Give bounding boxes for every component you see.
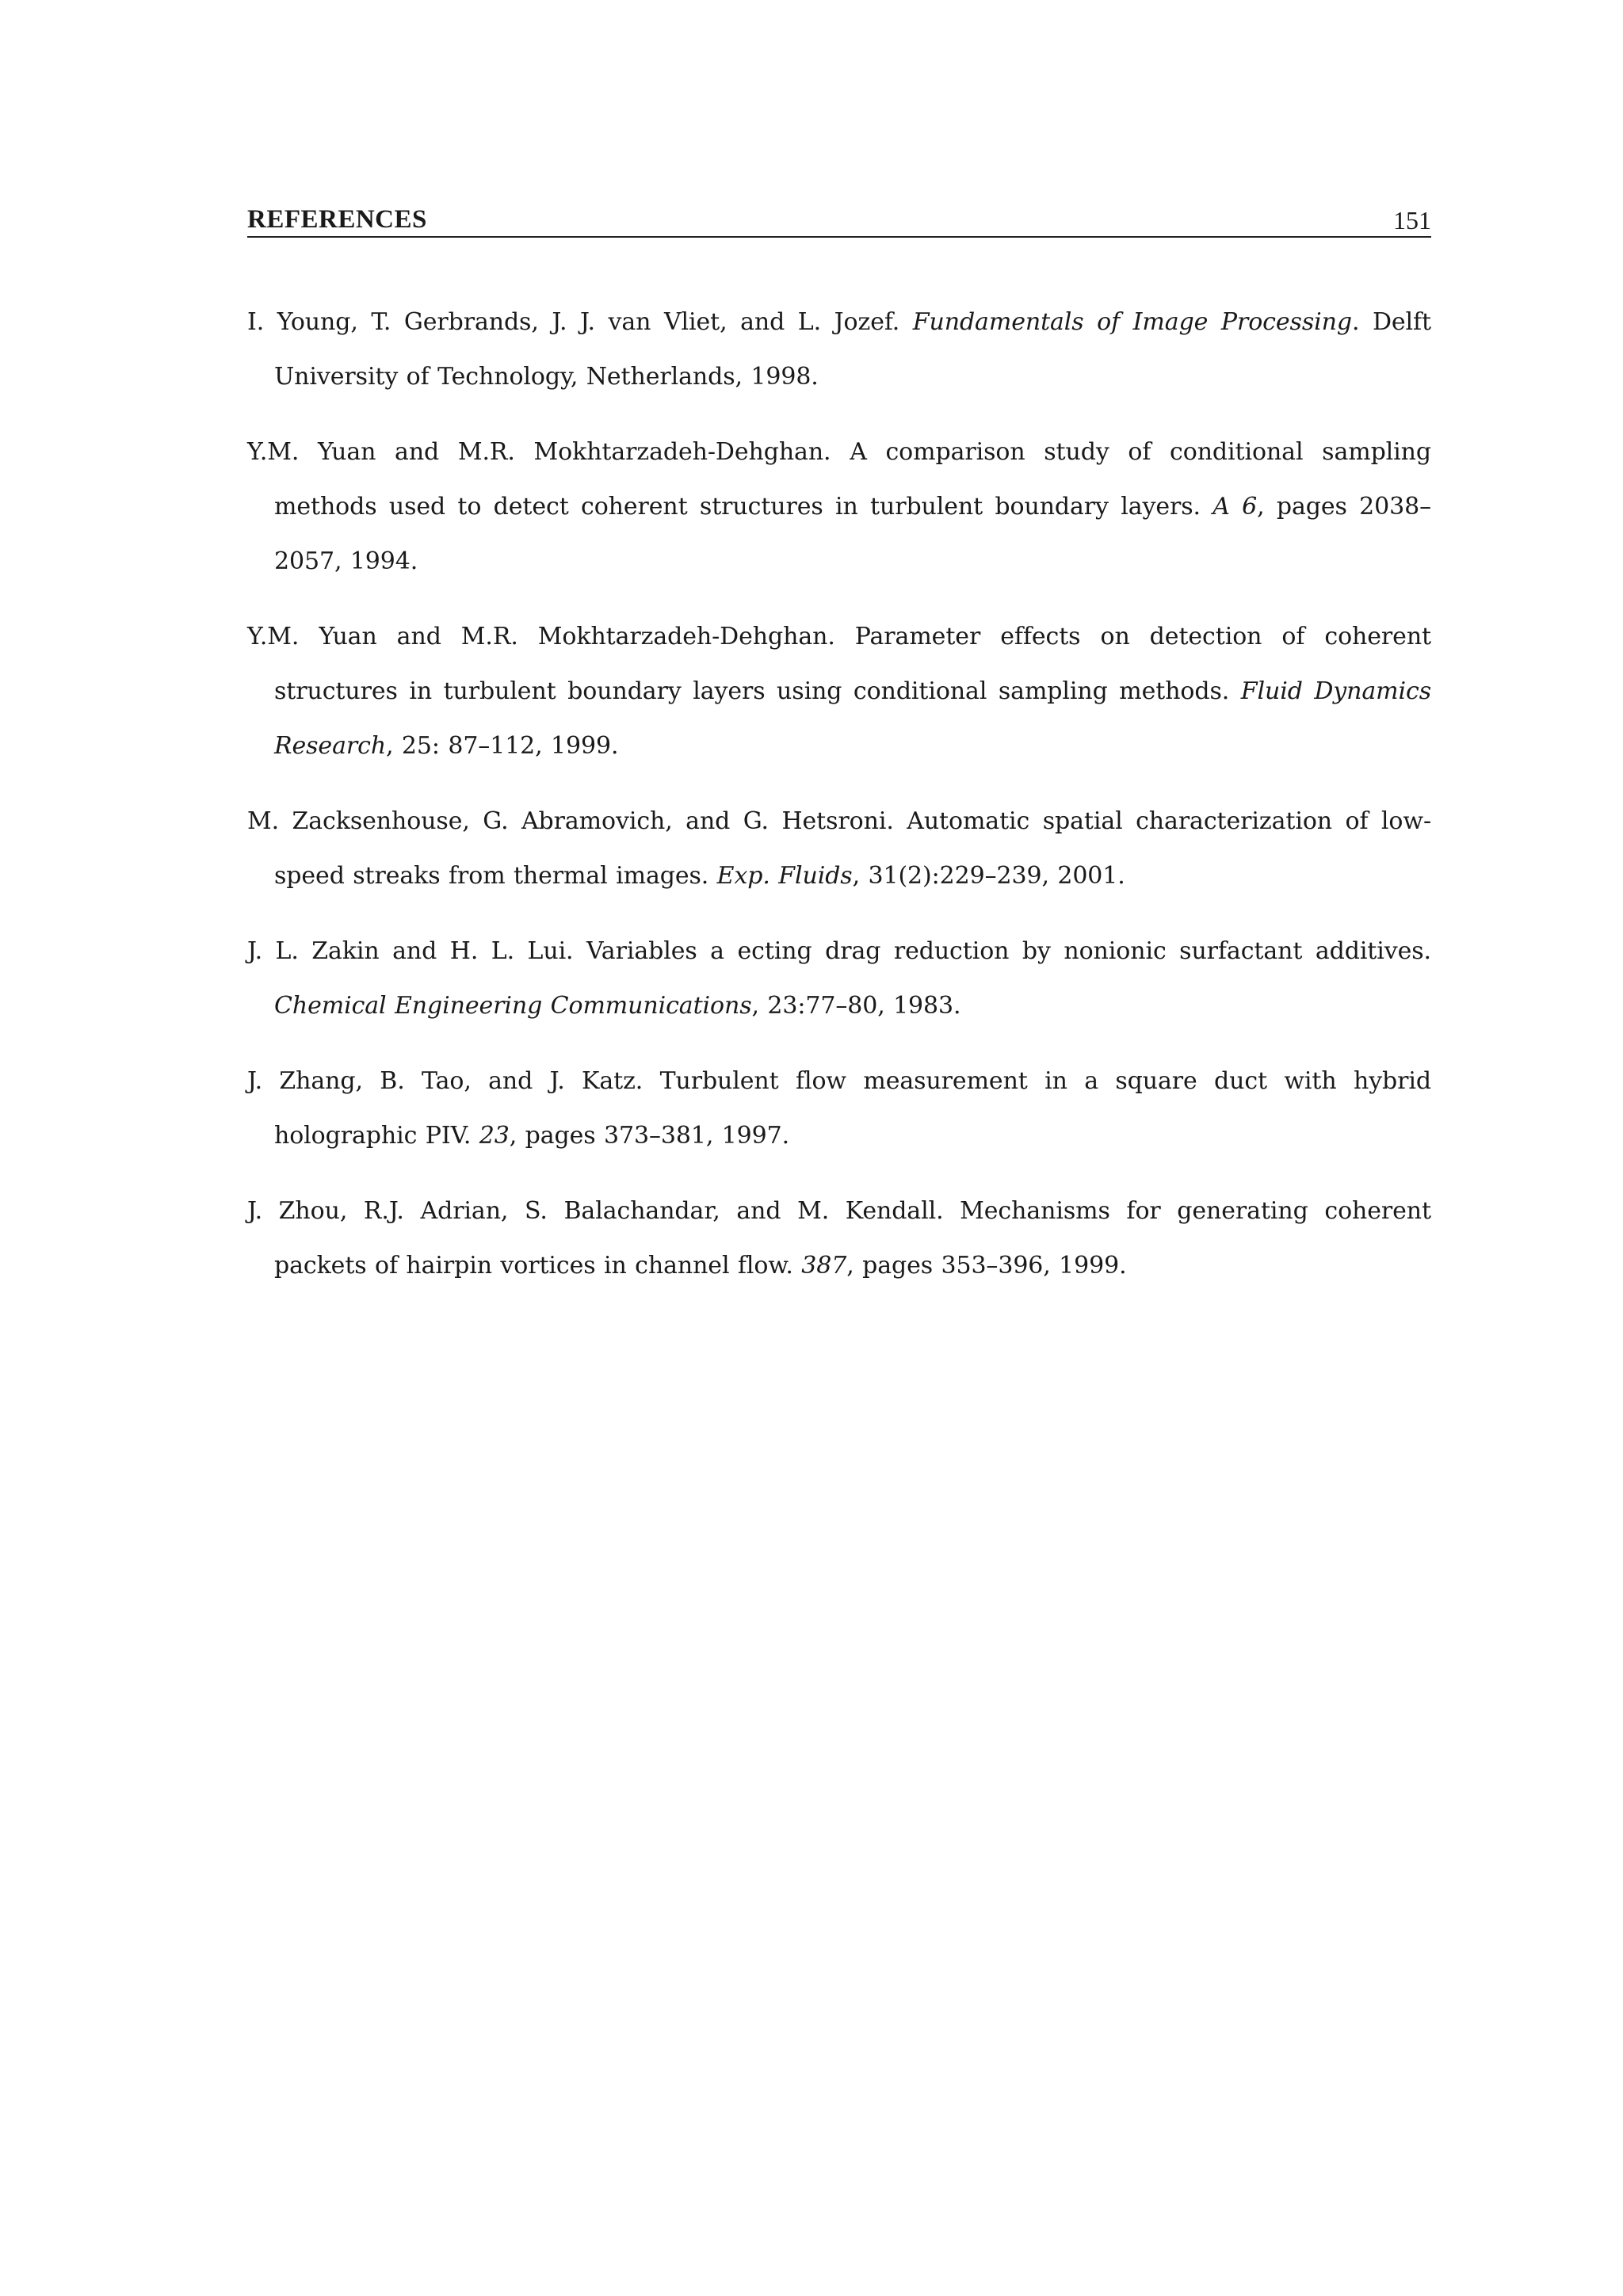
running-title: REFERENCES	[247, 205, 427, 234]
page-number: 151	[1393, 206, 1431, 235]
reference-item	[247, 609, 1431, 773]
reference-item	[247, 924, 1431, 1033]
reference-italic: 23	[479, 1122, 510, 1150]
reference-item	[247, 1054, 1431, 1163]
reference-text: , 31(2):229–239, 2001.	[852, 862, 1125, 890]
reference-text: , 25: 87–112, 1999.	[386, 732, 619, 760]
reference-text: . Delft University of Technology, Netherlands, 1998.	[274, 308, 1432, 391]
reference-text: , pages 2038–2057, 1994.	[274, 493, 1431, 575]
reference-text: Y.M. Yuan and M.R. Mokhtarzadeh-Dehghan. A comparison study of conditional sampling methods used to detect coherent structures in turbulent boundary layers.	[247, 438, 1431, 521]
reference-text: , pages 353–396, 1999.	[846, 1252, 1127, 1280]
reference-italic: A 6	[1212, 493, 1258, 521]
reference-list	[247, 295, 1431, 1314]
reference-item	[247, 794, 1431, 903]
reference-text: , pages 373–381, 1997.	[509, 1122, 790, 1150]
reference-text: J. Zhou, R.J. Adrian, S. Balachandar, and M. Kendall. Mechanisms for generating coherent packets of hairpin vortices in channel flow.	[247, 1197, 1431, 1280]
reference-italic: Fundamentals of Image Processing	[912, 308, 1352, 336]
reference-text: , 23:77–80, 1983.	[751, 992, 961, 1020]
reference-italic: Chemical Engineering Communications	[274, 992, 752, 1020]
reference-italic: 387	[801, 1252, 847, 1280]
running-header	[247, 203, 1431, 238]
reference-italic: Exp. Fluids	[716, 862, 853, 890]
reference-text: Y.M. Yuan and M.R. Mokhtarzadeh-Dehghan. Parameter effects on detection of coherent structures in turbulent boundary layers using conditional sampling methods.	[247, 623, 1431, 705]
reference-text: M. Zacksenhouse, G. Abramovich, and G. Hetsroni. Automatic spatial characterization of low-speed streaks from thermal images.	[247, 807, 1431, 890]
reference-item	[247, 295, 1431, 404]
reference-item	[247, 1184, 1431, 1293]
reference-text: J. L. Zakin and H. L. Lui. Variables a ecting drag reduction by nonionic surfactant additives.	[247, 937, 1431, 965]
reference-italic: Fluid Dynamics Research	[274, 677, 1431, 760]
reference-text: J. Zhang, B. Tao, and J. Katz. Turbulent flow measurement in a square duct with hybrid holographic PIV.	[247, 1067, 1431, 1150]
reference-text: I. Young, T. Gerbrands, J. J. van Vliet, and L. Jozef.	[247, 308, 913, 336]
reference-item	[247, 425, 1431, 589]
